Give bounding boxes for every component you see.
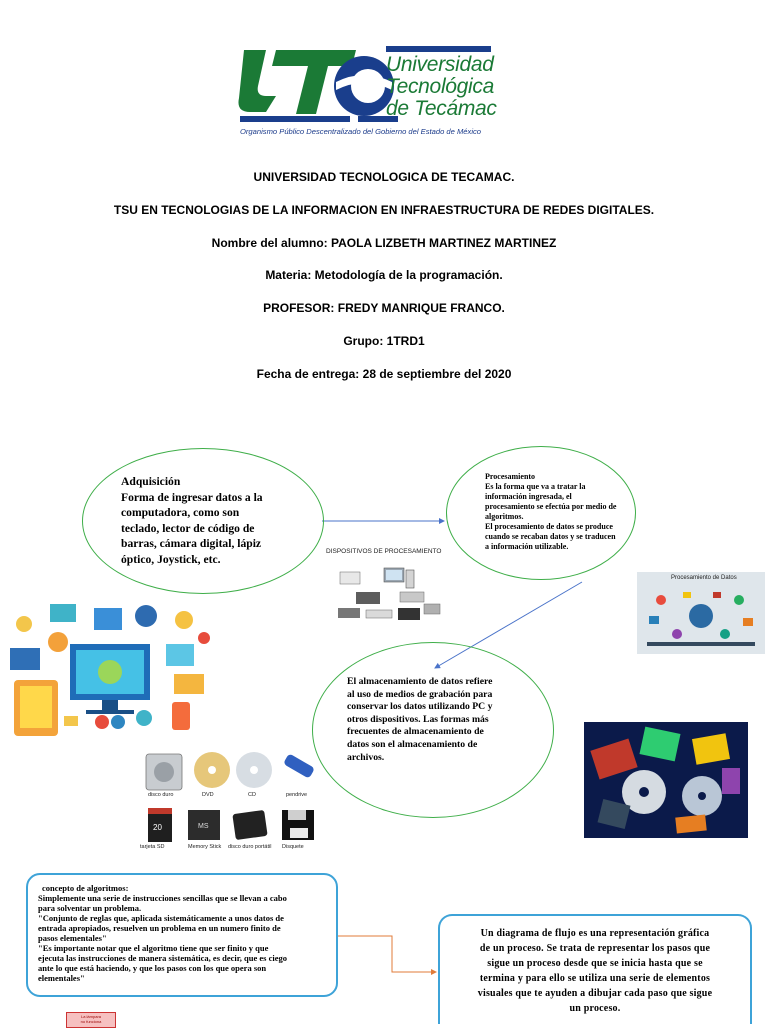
procesamiento-line: procesamiento se efectúa por medio de [485, 502, 617, 511]
algoritmos-title: concepto de algoritmos: [42, 883, 129, 893]
almacenamiento-line: El almacenamiento de datos refiere [347, 676, 493, 687]
storage-devices-row-1 [144, 750, 320, 794]
professor: PROFESOR: FREDY MANRIQUE FRANCO. [263, 301, 505, 315]
technology-illustration [6, 598, 212, 748]
flujo-line: un proceso. [569, 1003, 621, 1014]
university-title: UNIVERSIDAD TECNOLOGICA DE TECAMAC. [253, 170, 515, 184]
flujo-line: termina y para ello se utiliza una serie de elementos [479, 973, 711, 984]
uni-name-line-3: de Tecámac [386, 97, 497, 120]
devices-illustration [336, 564, 446, 630]
almacenamiento-line: frecuentes de almacenamiento de [347, 726, 484, 738]
dispositivos-title: DISPOSITIVOS DE PROCESAMIENTO [326, 548, 442, 555]
algoritmos-line: pasos elementales" [38, 933, 107, 943]
algoritmos-line: ante lo que está haciendo, y que los pasos con los que opera son [38, 963, 267, 973]
small-box-line: no funciona [80, 1019, 102, 1024]
procesamiento-line: algoritmos. [485, 512, 524, 521]
data-processing-illustration [643, 586, 759, 650]
storage-devices-image [140, 748, 320, 852]
flujo-line: sigue un proceso desde que se inicia hasta que se [487, 958, 703, 969]
diagrama-flujo-text [444, 926, 746, 1016]
storage-media-photo [584, 722, 748, 838]
algoritmos-line: ejecuta las instrucciones de manera sistemática, es decir, que es ciego [38, 953, 287, 963]
dispositivos-image [326, 548, 452, 634]
algoritmos-line: elementales" [38, 973, 85, 983]
storage-label-memory-stick: Memory Stick [188, 844, 222, 850]
algoritmos-line: "Es importante notar que el algoritmo tiene que ser finito y que [38, 943, 269, 953]
group: Grupo: 1TRD1 [343, 334, 425, 348]
sd-card-capacity: 20 [153, 823, 162, 832]
uni-name-line-1: Universidad [386, 53, 494, 76]
almacenamiento-line: otros dispositivos. Las formas más [347, 713, 489, 725]
adquisicion-title: Adquisición [121, 475, 181, 488]
storage-label-disco-duro: disco duro [148, 792, 174, 798]
storage-label-cd: CD [248, 792, 256, 798]
uni-name-line-2: Tecnológica [386, 75, 495, 98]
subject: Materia: Metodología de la programación. [265, 268, 503, 282]
adquisicion-line: teclado, lector de código de [121, 521, 255, 535]
procesamiento-oval [446, 446, 636, 580]
almacenamiento-line: conservar los datos utilizando PC y [347, 701, 493, 713]
program-title: TSU EN TECNOLOGIAS DE LA INFORMACION EN INFRAESTRUCTURA DE REDES DIGITALES. [113, 203, 655, 217]
flujo-line: de un proceso. Se trata de representar los pasos que [479, 943, 711, 954]
storage-label-disquete: Disquete [282, 844, 304, 850]
algoritmos-line: "Conjunto de reglas que, aplicada sistemáticamente a unos datos de [38, 913, 284, 923]
adquisicion-line: óptico, Joystick, etc. [121, 552, 221, 566]
adquisicion-line: computadora, como son [121, 506, 240, 519]
storage-label-pendrive: pendrive [286, 792, 308, 798]
small-box-line: La lámpara [80, 1014, 101, 1019]
algoritmos-line: Simplemente una serie de instrucciones sencillas que se llevan a cabo [38, 893, 287, 903]
algoritmos-text [38, 883, 338, 983]
procesamiento-line: a información utilizable. [485, 542, 569, 551]
algoritmos-box [26, 873, 338, 997]
flujo-line: visuales que te ayuden a dibujar cada paso que sigue [477, 988, 713, 999]
storage-label-disco-portatil: disco duro portátil [228, 844, 272, 850]
arrow-algoritmos-to-flujo [336, 936, 436, 972]
procesamiento-line: información ingresada, el [485, 492, 572, 501]
logo-tagline: Organismo Público Descentralizado del Gobierno del Estado de México [240, 127, 482, 136]
procesamiento-datos-image [637, 572, 765, 654]
procesamiento-line: El procesamiento de datos se produce [485, 522, 613, 531]
adquisicion-text [121, 474, 311, 567]
student-name: Nombre del alumno: PAOLA LIZBETH MARTINEZ MARTINEZ [211, 236, 557, 250]
memory-stick-text: MS [198, 823, 209, 830]
procesamiento-line: Es la forma que va a tratar la [485, 482, 586, 491]
adquisicion-line: Forma de ingresar datos a la [121, 490, 263, 504]
small-flowchart-box [66, 1012, 116, 1028]
storage-devices-row-2 [144, 806, 320, 844]
delivery-date: Fecha de entrega: 28 de septiembre del 2020 [256, 367, 512, 381]
adquisicion-oval [82, 448, 324, 594]
university-name [386, 54, 506, 120]
diagrama-flujo-box [438, 914, 752, 1024]
almacenamiento-line: al uso de medios de grabación para [347, 688, 493, 700]
almacenamiento-text [347, 676, 547, 764]
procesamiento-title: Procesamiento [485, 472, 536, 481]
almacenamiento-line: datos son el almacenamiento de [347, 738, 478, 750]
procesamiento-line: cuando se recaban datos y se traducen [485, 532, 616, 541]
procesamiento-text [485, 472, 635, 552]
algoritmos-line: para solventar un problema. [38, 903, 142, 913]
almacenamiento-oval [312, 642, 554, 818]
storage-label-tarjeta-sd: tarjeta SD [140, 844, 165, 850]
algoritmos-line: entrada apropiados, resuelven un problema en un numero finito de [38, 923, 281, 933]
storage-label-dvd: DVD [202, 792, 214, 798]
flujo-line: Un diagrama de flujo es una representación gráfica [480, 928, 710, 939]
almacenamiento-line: archivos. [347, 751, 385, 763]
adquisicion-line: barras, cámara digital, lápiz [121, 537, 262, 550]
procesamiento-datos-title: Procesamiento de Datos [671, 575, 737, 581]
